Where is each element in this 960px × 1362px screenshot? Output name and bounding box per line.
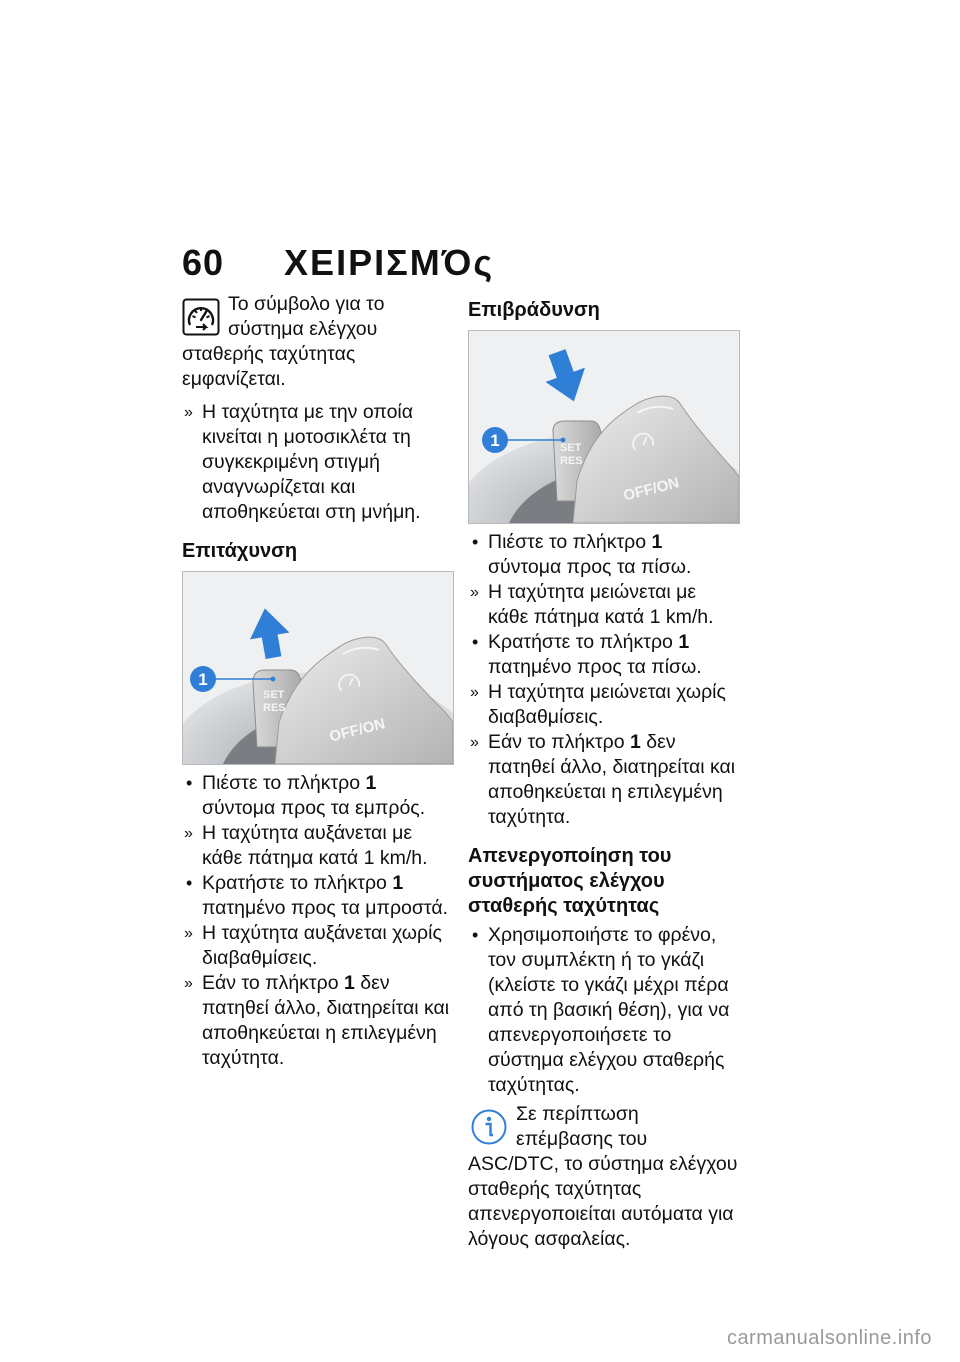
section-title-deactivate: Απενεργοποίηση του συστήματος ελέγχου σταθερής ταχύτητας [468,845,672,917]
cruise-control-icon [182,298,220,336]
accelerate-item-2: » Η ταχύτητα αυξάνεται με κάθε πάτημα κατά 1 km/h. [184,822,428,869]
page-header [182,242,494,282]
figure-callout: 1 [490,431,500,450]
decelerate-item-3: • Κρατήστε το πλήκτρο 1 πατημένο προς τα πίσω. [472,631,702,678]
right-column [468,292,740,1252]
figure-decelerate [468,330,740,524]
note-text: Σε περίπτωση επέμβασης του ASC/DTC, το σύστημα ελέγχου σταθερής ταχύτητας απενεργοποιείται αυτόματα για λόγους ασφαλείας. [468,1103,738,1250]
decelerate-item-2: » Η ταχύτητα μειώνεται με κάθε πάτημα κατά 1 km/h. [470,581,714,628]
set-label: SET [263,689,285,701]
decelerate-item-1: • Πιέστε το πλήκτρο 1 σύντομα προς τα πίσω. [472,531,692,578]
set-label: SET [560,442,582,454]
offon-label: OFF/ON [327,715,387,746]
accelerate-item-4: » Η ταχύτητα αυξάνεται χωρίς διαβαθμίσεις. [184,922,442,969]
chapter-title: ΧΕΙΡΙΣΜΌς [284,242,495,283]
section-title-accelerate: Επιτάχυνση [182,540,298,562]
watermark: carmanualsonline.info [726,1327,932,1349]
decelerate-item-5: » Εάν το πλήκτρο 1 δεν πατηθεί άλλο, διατηρείται και αποθηκεύεται η επιλεγμένη ταχύτητα. [470,731,736,828]
section-title-decelerate: Επιβράδυνση [468,299,600,321]
intro-text: Το σύμβολο για το σύστημα ελέγχου σταθερής ταχύτητας εμφανίζεται. [182,293,385,390]
offon-label: OFF/ON [621,474,681,505]
result-marker: » [184,404,193,421]
figure-callout: 1 [198,670,208,689]
accelerate-item-1: • Πιέστε το πλήκτρο 1 σύντομα προς τα εμπρός. [186,772,426,819]
safety-note [468,1102,740,1252]
accelerate-item-3: • Κρατήστε το πλήκτρο 1 πατημένο προς τα μπροστά. [186,872,449,919]
figure-accelerate [182,571,454,765]
accelerate-item-5: » Εάν το πλήκτρο 1 δεν πατηθεί άλλο, διατηρείται και αποθηκεύεται η επιλεγμένη ταχύτητα. [184,972,450,1069]
page-number: 60 [182,242,225,283]
intro-block [182,292,454,392]
left-column [182,292,454,1071]
info-icon [470,1108,508,1146]
intro-result: » Η ταχύτητα με την οποία κινείται η μοτοσικλέτα τη συγκεκριμένη στιγμή αναγνωρίζεται και αποθηκεύεται στη μνήμη. [184,401,421,523]
deactivate-item-1: • Χρησιμοποιήστε το φρένο, τον συμπλέκτη ή το γκάζι (κλείστε το γκάζι μέχρι πέρα από τη βασική θέση), για να απενεργοποιήσετε το σύστημα ελέγχου σταθερής ταχύτητας. [472,924,730,1096]
res-label: RES [263,702,286,714]
decelerate-item-4: » Η ταχύτητα μειώνεται χωρίς διαβαθμίσεις. [470,681,726,728]
res-label: RES [560,455,583,467]
